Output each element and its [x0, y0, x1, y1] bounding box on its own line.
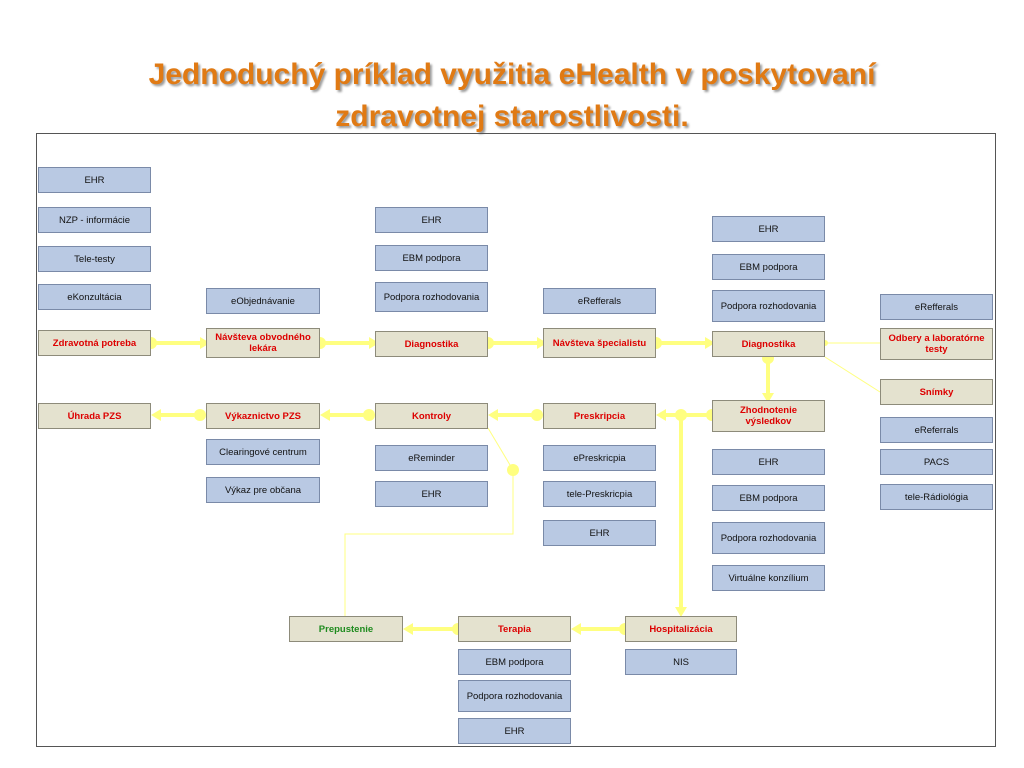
vykaz-pre-obcana-box: Výkaz pre občana [206, 477, 320, 503]
erefferals-box: eRefferals [543, 288, 656, 314]
tele-radiologia-box: tele-Rádiológia [880, 484, 993, 510]
terapia-step: Terapia [458, 616, 571, 642]
arrowhead [488, 409, 498, 421]
connector-dot [507, 464, 519, 476]
tele-testy-box: Tele-testy [38, 246, 151, 272]
connector-dot [194, 409, 206, 421]
virtualne-konzilium-box: Virtuálne konzílium [712, 565, 825, 591]
arrowhead [656, 409, 666, 421]
title-line-1: Jednoduchý príklad využitia eHealth v poskytovaní [148, 58, 876, 91]
nzp-info-box: NZP - informácie [38, 207, 151, 233]
odbery-laboratorne-testy-step: Odbery a laboratórne testy [880, 328, 993, 360]
arrowhead [320, 409, 330, 421]
ehr-box: EHR [38, 167, 151, 193]
connector-dot [531, 409, 543, 421]
eobjednavanie-box: eObjednávanie [206, 288, 320, 314]
navsteva-specialistu-step: Návšteva špecialistu [543, 328, 656, 358]
zhodnotenie-vysledkov-step: Zhodnotenie výsledkov [712, 400, 825, 432]
arrowhead [571, 623, 581, 635]
thin-connector [825, 357, 880, 392]
ereferrals-box: eReferrals [880, 417, 993, 443]
podpora-rozhodovania-box: Podpora rozhodovania [712, 522, 825, 554]
epreskripcia-box: ePreskricpia [543, 445, 656, 471]
clearingove-centrum-box: Clearingové centrum [206, 439, 320, 465]
podpora-rozhodovania-box: Podpora rozhodovania [712, 290, 825, 322]
title-line-2: zdravotnej starostlivosti. [335, 100, 689, 133]
erefferals-box: eRefferals [880, 294, 993, 320]
connector-dot [675, 409, 687, 421]
arrowhead [151, 409, 161, 421]
arrowhead [403, 623, 413, 635]
ekonzultacia-box: eKonzultácia [38, 284, 151, 310]
ehr-box: EHR [375, 207, 488, 233]
nis-box: NIS [625, 649, 737, 675]
diagnostika-step: Diagnostika [712, 331, 825, 357]
prepustenie-step: Prepustenie [289, 616, 403, 642]
ehr-box: EHR [712, 449, 825, 475]
ereminder-box: eReminder [375, 445, 488, 471]
hospitalizacia-step: Hospitalizácia [625, 616, 737, 642]
ebm-podpora-box: EBM podpora [712, 254, 825, 280]
diagnostika-step: Diagnostika [375, 331, 488, 357]
ebm-podpora-box: EBM podpora [458, 649, 571, 675]
zdravotna-potreba-step: Zdravotná potreba [38, 330, 151, 356]
connector-dot [363, 409, 375, 421]
pacs-box: PACS [880, 449, 993, 475]
ebm-podpora-box: EBM podpora [375, 245, 488, 271]
kontroly-step: Kontroly [375, 403, 488, 429]
preskripcia-step: Preskripcia [543, 403, 656, 429]
navsteva-obvodneho-lekara-step: Návšteva obvodného lekára [206, 328, 320, 358]
ebm-podpora-box: EBM podpora [712, 485, 825, 511]
vykaznictvo-pzs-step: Výkaznictvo PZS [206, 403, 320, 429]
snimky-step: Snímky [880, 379, 993, 405]
podpora-rozhodovania-box: Podpora rozhodovania [375, 282, 488, 312]
podpora-rozhodovania-box: Podpora rozhodovania [458, 680, 571, 712]
ehr-box: EHR [543, 520, 656, 546]
ehr-box: EHR [375, 481, 488, 507]
uhrada-pzs-step: Úhrada PZS [38, 403, 151, 429]
ehr-box: EHR [712, 216, 825, 242]
ehr-box: EHR [458, 718, 571, 744]
tele-preskripcia-box: tele-Preskricpia [543, 481, 656, 507]
